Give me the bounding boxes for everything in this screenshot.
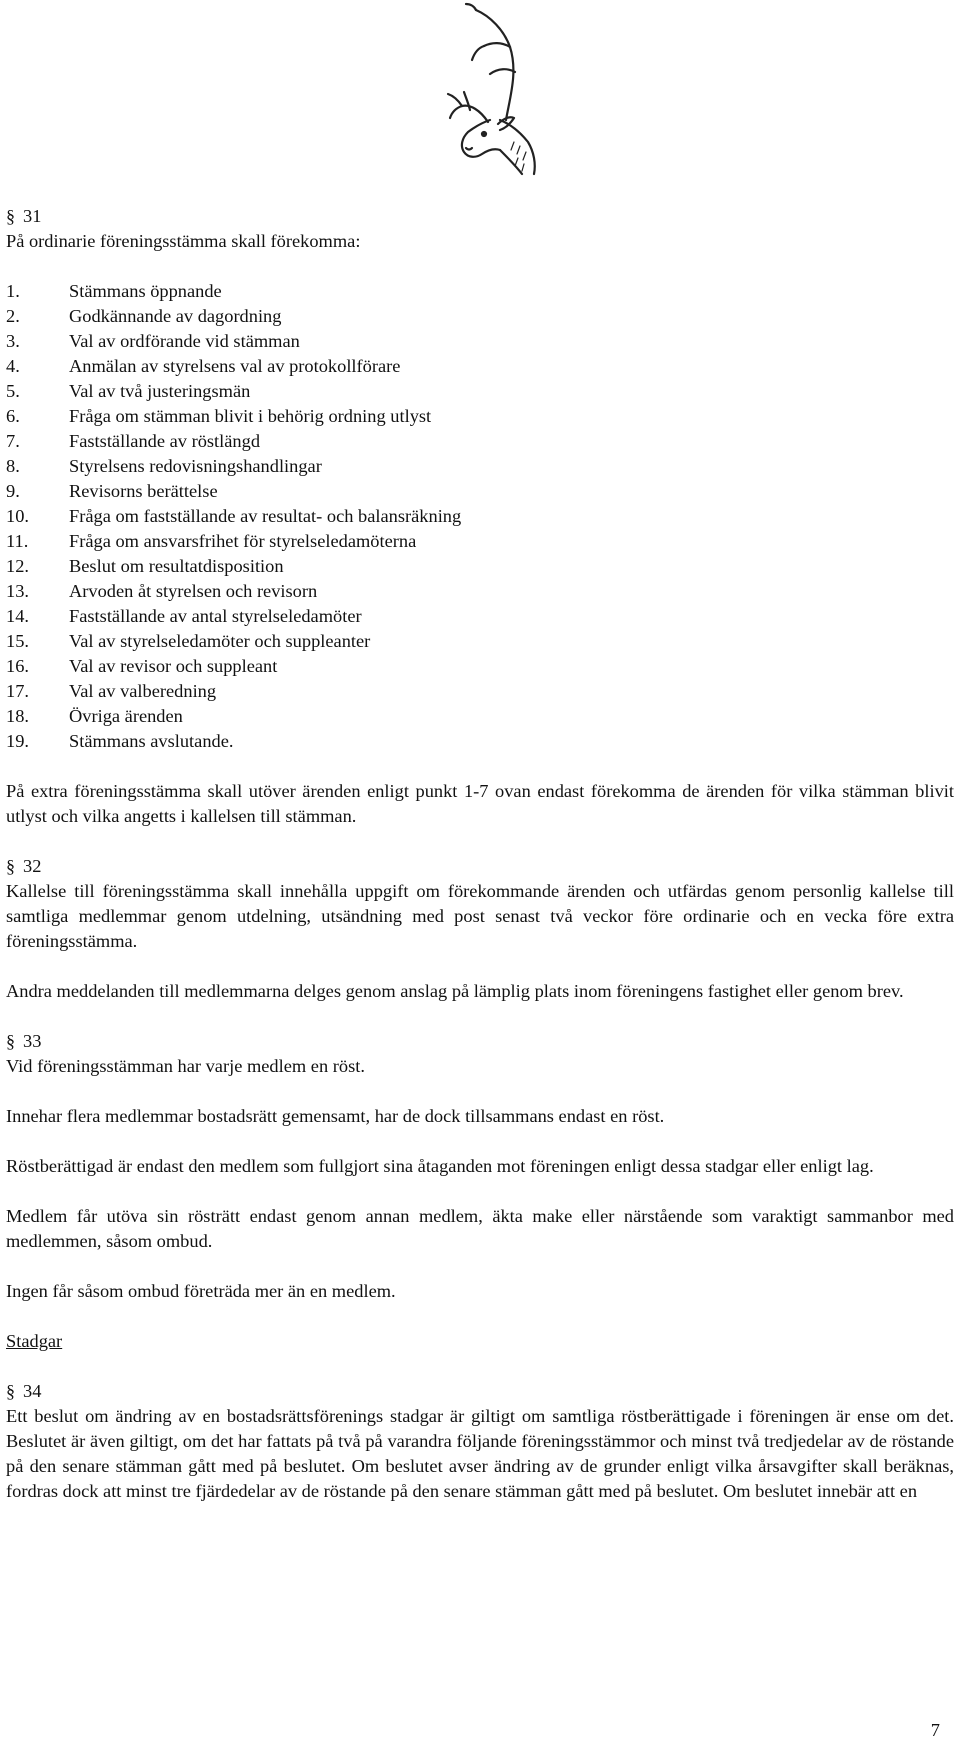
document-body <box>6 204 954 1504</box>
agenda-item-number: 17. <box>6 681 29 701</box>
agenda-item-text: Godkännande av dagordning <box>69 306 282 326</box>
section-31-extra-paragraph: På extra föreningsstämma skall utöver ärenden enligt punkt 1-7 ovan endast förekomma de ärenden för vilka stämman blivit utlyst och vilka angetts i kallelsen till stämman. <box>6 781 954 826</box>
agenda-item-number: 12. <box>6 556 29 576</box>
agenda-item-number: 7. <box>6 431 20 451</box>
stadgar-heading: Stadgar <box>6 1331 63 1351</box>
agenda-item-number: 3. <box>6 331 20 351</box>
section-33-paragraph-4: Medlem får utöva sin rösträtt endast genom annan medlem, äkta make eller närstående som varaktigt sammanbor med medlemmen, såsom ombud. <box>6 1206 954 1251</box>
section-33-paragraph-2: Innehar flera medlemmar bostadsrätt gemensamt, har de dock tillsammans endast en röst. <box>6 1106 665 1126</box>
agenda-item-text: Övriga ärenden <box>69 706 183 726</box>
agenda-item-number: 19. <box>6 731 29 751</box>
section-32-paragraph-1: Kallelse till föreningsstämma skall innehålla uppgift om förekommande ärenden och utfärdas genom personlig kallelse till samtliga medlemmar genom utdelning, utsändning med post senast två veckor före ordinarie och en vecka före extra föreningsstämma. <box>6 881 954 951</box>
agenda-item-text: Arvoden åt styrelsen och revisorn <box>69 581 318 601</box>
agenda-item <box>6 654 954 679</box>
section-33-heading <box>6 1029 954 1054</box>
agenda-item <box>6 579 954 604</box>
agenda-item <box>6 679 954 704</box>
section-symbol: § <box>6 1381 15 1401</box>
agenda-item-text: Anmälan av styrelsens val av protokollförare <box>69 356 401 376</box>
agenda-item <box>6 304 954 329</box>
section-31-intro: På ordinarie föreningsstämma skall förekomma: <box>6 231 361 251</box>
agenda-item <box>6 629 954 654</box>
agenda-item-number: 4. <box>6 356 20 376</box>
section-33-paragraph-1: Vid föreningsstämman har varje medlem en röst. <box>6 1056 365 1076</box>
agenda-item <box>6 354 954 379</box>
section-number: 34 <box>23 1381 42 1401</box>
agenda-item-number: 11. <box>6 531 29 551</box>
agenda-item-number: 1. <box>6 281 20 301</box>
agenda-item <box>6 454 954 479</box>
agenda-item-number: 13. <box>6 581 29 601</box>
section-symbol: § <box>6 206 15 226</box>
agenda-item-number: 15. <box>6 631 29 651</box>
agenda-item-number: 16. <box>6 656 29 676</box>
agenda-item <box>6 479 954 504</box>
agenda-item-text: Val av ordförande vid stämman <box>69 331 300 351</box>
agenda-item <box>6 429 954 454</box>
agenda-item-text: Stämmans öppnande <box>69 281 222 301</box>
agenda-item <box>6 604 954 629</box>
agenda-item-number: 14. <box>6 606 29 626</box>
agenda-item-text: Styrelsens redovisningshandlingar <box>69 456 322 476</box>
agenda-item-text: Val av revisor och suppleant <box>69 656 278 676</box>
section-number: 33 <box>23 1031 42 1051</box>
page-number: 7 <box>930 1720 940 1740</box>
agenda-item <box>6 279 954 304</box>
section-32-heading <box>6 854 954 879</box>
agenda-list <box>6 279 954 754</box>
agenda-item-number: 8. <box>6 456 20 476</box>
section-31-heading <box>6 204 954 229</box>
agenda-item <box>6 729 954 754</box>
agenda-item-text: Fråga om ansvarsfrihet för styrelseledamöterna <box>69 531 417 551</box>
agenda-item-text: Fastställande av antal styrelseledamöter <box>69 606 362 626</box>
agenda-item-number: 2. <box>6 306 20 326</box>
agenda-item-text: Fråga om stämman blivit i behörig ordning utlyst <box>69 406 432 426</box>
agenda-item <box>6 404 954 429</box>
agenda-item <box>6 529 954 554</box>
agenda-item-text: Stämmans avslutande. <box>69 731 234 751</box>
section-symbol: § <box>6 856 15 876</box>
agenda-item <box>6 704 954 729</box>
section-symbol: § <box>6 1031 15 1051</box>
agenda-item-text: Fastställande av röstlängd <box>69 431 261 451</box>
agenda-item-number: 18. <box>6 706 29 726</box>
agenda-item-number: 6. <box>6 406 20 426</box>
section-34-heading <box>6 1379 954 1404</box>
section-33-paragraph-3: Röstberättigad är endast den medlem som fullgjort sina åtaganden mot föreningen enligt dessa stadgar eller enligt lag. <box>6 1156 874 1176</box>
agenda-item-number: 9. <box>6 481 20 501</box>
section-32-paragraph-2: Andra meddelanden till medlemmarna delges genom anslag på lämplig plats inom föreningens fastighet eller genom brev. <box>6 981 904 1001</box>
section-number: 31 <box>23 206 42 226</box>
agenda-item-number: 5. <box>6 381 20 401</box>
agenda-item <box>6 329 954 354</box>
agenda-item-text: Val av styrelseledamöter och suppleanter <box>69 631 371 651</box>
agenda-item <box>6 504 954 529</box>
agenda-item-text: Beslut om resultatdisposition <box>69 556 284 576</box>
section-33-paragraph-5: Ingen får såsom ombud företräda mer än en medlem. <box>6 1281 396 1301</box>
agenda-item-text: Fråga om fastställande av resultat- och balansräkning <box>69 506 462 526</box>
agenda-item-number: 10. <box>6 506 29 526</box>
reindeer-head-logo <box>418 2 538 182</box>
agenda-item-text: Revisorns berättelse <box>69 481 218 501</box>
section-number: 32 <box>23 856 42 876</box>
agenda-item <box>6 379 954 404</box>
agenda-item-text: Val av två justeringsmän <box>69 381 251 401</box>
agenda-item <box>6 554 954 579</box>
agenda-item-text: Val av valberedning <box>69 681 217 701</box>
section-34-paragraph-1: Ett beslut om ändring av en bostadsrättsförenings stadgar är giltigt om samtliga röstberättigade i föreningen är ense om det. Beslutet är även giltigt, om det har fattats på två på varandra följande föreningsstämmor och minst två tredjedelar av de röstande på den senare stämman gått med på beslutet. Om beslutet avser ändring av de grunder enligt vilka årsavgifter skall beräknas, fordras dock att minst tre fjärdedelar av de röstande på den senare stämman gått med på beslutet. Om beslutet innebär att en <box>6 1406 954 1501</box>
